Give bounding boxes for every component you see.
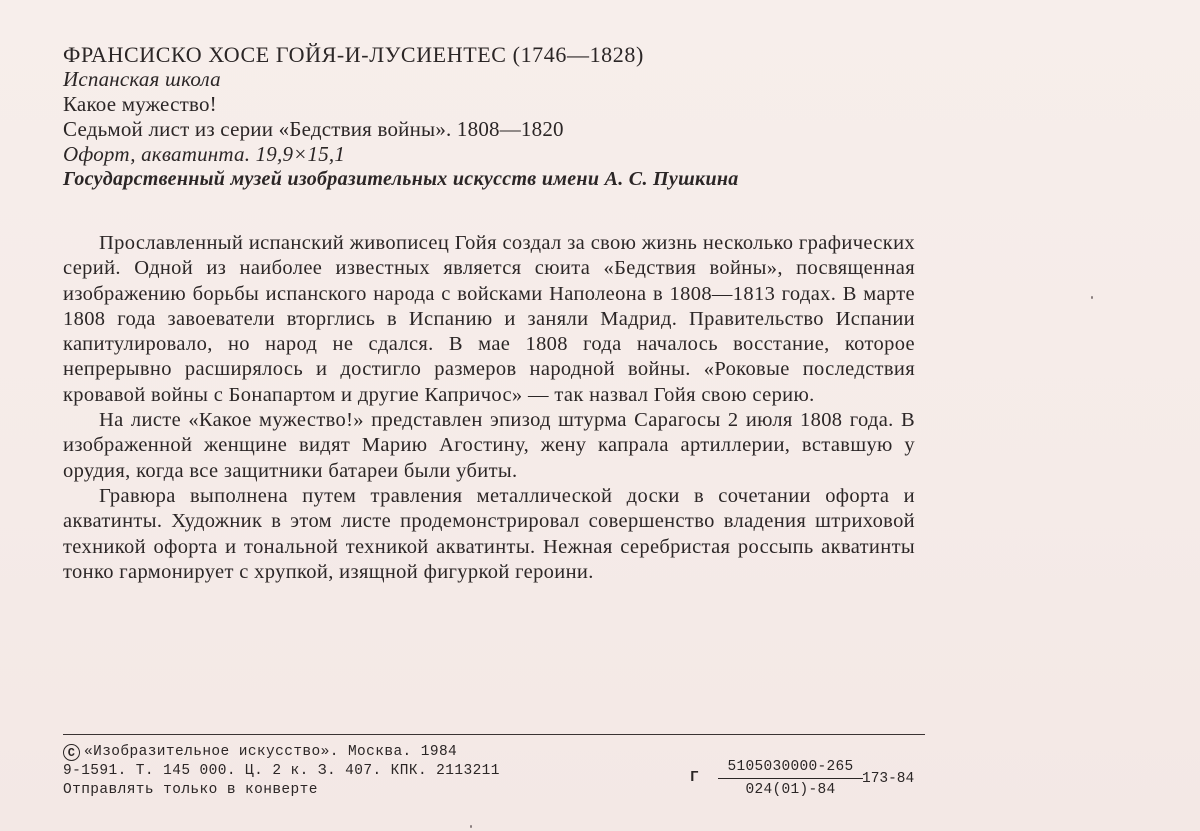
copyright-icon: С xyxy=(63,744,80,761)
technique-dimensions: Офорт, акватинта. 19,9×15,1 xyxy=(63,142,346,166)
museum-name: Государственный музей изобразительных искусств имени А. С. Пушкина xyxy=(63,168,739,190)
paper-speck xyxy=(1091,296,1093,299)
index-fraction xyxy=(718,758,863,799)
paragraph-2: На листе «Какое мужество!» представлен эпизод штурма Сарагосы 2 июля 1808 года. В изображенной женщине видят Марию Агостину, жену капрала артиллерии, вставшую у орудия, когда все защитники батареи были убиты. xyxy=(63,409,915,482)
series-info: Седьмой лист из серии «Бедствия войны». 1808—1820 xyxy=(63,117,564,141)
publisher-text: «Изобразительное искусство». Москва. 1984 xyxy=(84,744,458,760)
imprint-block xyxy=(63,743,500,800)
divider-line xyxy=(63,734,925,735)
paragraph-1: Прославленный испанский живописец Гойя создал за свою жизнь несколько графических серий. Одной из наиболее известных является сюита «Бедствия войны», посвященная изображению борьбы испанского народа с войсками Наполеона в 1808—1813 годах. В марте 1808 года завоеватели вторглись в Испанию и заняли Мадрид. Правительство Испании капитулировало, но народ не сдался. В мае 1808 года началось восстание, которое непрерывно расширялось и достигло размеров народной войны. «Роковые последствия кровавой войны с Бонапартом и другие Капричос» — так назвал Гойя свою серию. xyxy=(63,232,915,406)
mailing-note: Отправлять только в конверте xyxy=(63,782,318,798)
index-denominator: 024(01)-84 xyxy=(745,782,836,798)
school-label: Испанская школа xyxy=(63,67,221,91)
index-suffix: 173-84 xyxy=(862,771,915,787)
print-info: 9-1591. Т. 145 000. Ц. 2 к. З. 407. КПК. 2113211 xyxy=(63,763,500,779)
fraction-bar xyxy=(718,778,863,779)
index-numerator: 5105030000-265 xyxy=(727,759,854,775)
index-letter: Г xyxy=(690,770,699,786)
description xyxy=(63,231,915,585)
publisher-line xyxy=(63,743,500,762)
artwork-title: Какое мужество! xyxy=(63,92,217,116)
paragraph-3: Гравюра выполнена путем травления металлической доски в сочетании офорта и акватинты. Художник в этом листе продемонстрировал совершенство владения штриховой техникой офорта и тональной техникой акватинты. Нежная серебристая россыпь акватинты тонко гармонирует с хрупкой, изящной фигуркой героини. xyxy=(63,484,915,583)
artist-title: ФРАНСИСКО ХОСЕ ГОЙЯ-И-ЛУСИЕНТЕС (1746—1828) xyxy=(63,42,644,67)
artwork-caption xyxy=(63,42,963,192)
paper-speck xyxy=(470,825,472,828)
